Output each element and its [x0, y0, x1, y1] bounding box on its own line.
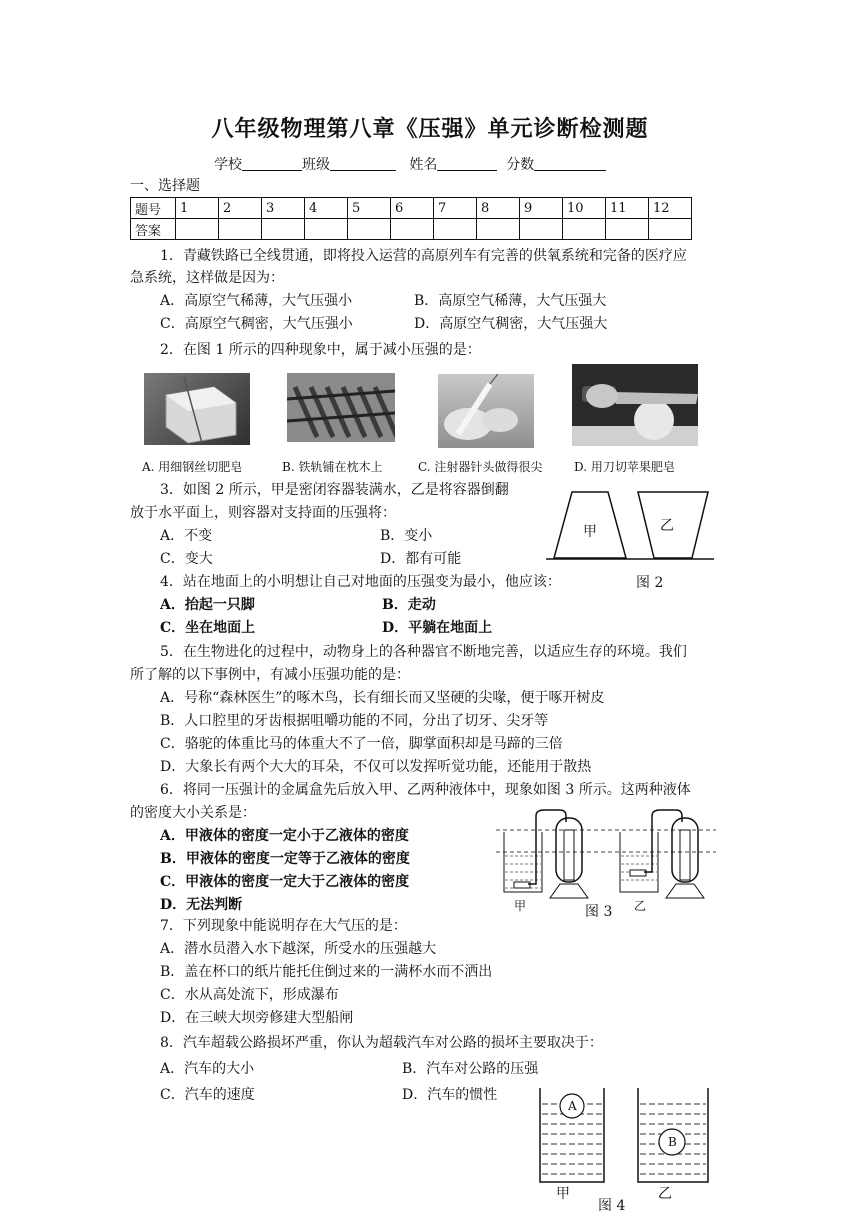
q2-option-d: D. 用刀切苹果肥皂: [574, 460, 675, 474]
class-field[interactable]: [330, 156, 396, 171]
fig4-label-yi: 乙: [658, 1186, 672, 1202]
answer-cell[interactable]: [563, 219, 606, 240]
q8-stem: 8．汽车超载公路损坏严重，你认为超载汽车对公路的损坏主要取决于：: [160, 1035, 603, 1051]
q1-option-a: A．高原空气稀薄，大气压强小: [160, 293, 353, 309]
fig3-label-jia: 甲: [514, 899, 527, 913]
label-jia: 甲: [583, 524, 597, 540]
score-field[interactable]: [534, 156, 606, 171]
q8-option-a: A．汽车的大小: [160, 1061, 255, 1077]
q4-stem: 4．站在地面上的小明想让自己对地面的压强变为最小，他应该：: [160, 574, 561, 590]
figure-2-caption: 图 2: [636, 575, 664, 591]
q1-option-b: B．高原空气稀薄，大气压强大: [414, 293, 607, 309]
q6-option-b: B．甲液体的密度一定等于乙液体的密度: [160, 851, 410, 867]
question-number: 8: [477, 198, 520, 219]
q4-option-b: B．走动: [382, 597, 436, 613]
figure-4-containers: [538, 1088, 718, 1184]
q5-option-d: D．大象长有两个大大的耳朵，不仅可以发挥听觉功能，还能用于散热: [160, 759, 592, 775]
soap-icon: [144, 373, 250, 445]
q5-option-c: C．骆驼的体重比马的体重大不了一倍，脚掌面积却是马蹄的三倍: [160, 736, 563, 752]
ball-b-label: B: [668, 1135, 677, 1149]
q2-option-b: B. 铁轨铺在枕木上: [282, 460, 383, 474]
knife-apple-icon: [572, 364, 698, 446]
fig3-label-yi: 乙: [634, 899, 647, 913]
q8-option-b: B．汽车对公路的压强: [402, 1061, 539, 1077]
q4-option-a: A．抬起一只脚: [160, 597, 255, 613]
answer-cell[interactable]: [477, 219, 520, 240]
question-number: 9: [520, 198, 563, 219]
name-label: 姓名: [409, 157, 438, 173]
question-number: 4: [305, 198, 348, 219]
q6-option-d: D．无法判断: [160, 897, 243, 913]
rail-photo: [287, 373, 395, 442]
answer-cell[interactable]: [520, 219, 563, 240]
q6-stem-line2: 的密度大小关系是：: [130, 805, 256, 821]
answer-cell[interactable]: [434, 219, 477, 240]
q4-option-c: C．坐在地面上: [160, 620, 256, 636]
q2-option-a: A. 用细钢丝切肥皂: [142, 460, 243, 474]
q8-option-c: C．汽车的速度: [160, 1087, 255, 1103]
answer-cell[interactable]: [348, 219, 391, 240]
page-title: 八年级物理第八章《压强》单元诊断检测题: [211, 116, 649, 142]
question-number: 2: [219, 198, 262, 219]
row-header: 题号: [131, 198, 176, 219]
question-number: 3: [262, 198, 305, 219]
table-row: [131, 198, 692, 219]
school-label: 学校: [214, 157, 242, 173]
ball-a-label: A: [568, 1099, 577, 1113]
q6-stem-line1: 6．将同一压强计的金属盒先后放入甲、乙两种液体中，现象如图 3 所示。这两种液体: [160, 782, 691, 798]
q3-option-c: C．变大: [160, 551, 213, 567]
answer-cell[interactable]: [649, 219, 692, 240]
answer-cell[interactable]: [176, 219, 219, 240]
q3-option-b: B．变小: [380, 528, 433, 544]
question-number: 7: [434, 198, 477, 219]
q7-stem: 7．下列现象中能说明存在大气压的是：: [160, 918, 407, 934]
railway-icon: [287, 373, 395, 442]
answer-cell[interactable]: [219, 219, 262, 240]
figure-2-containers: [546, 488, 716, 568]
q1-option-d: D．高原空气稠密，大气压强大: [414, 316, 608, 332]
figure-4-caption: 图 4: [598, 1198, 626, 1214]
label-yi: 乙: [660, 518, 674, 534]
q6-option-a: A．甲液体的密度一定小于乙液体的密度: [160, 828, 409, 844]
soap-cut-photo: [144, 373, 250, 445]
q7-option-a: A．潜水员潜入水下越深，所受水的压强越大: [160, 941, 437, 957]
q7-option-b: B．盖在杯口的纸片能托住倒过来的一满杯水而不洒出: [160, 964, 493, 980]
answer-table: [130, 197, 692, 240]
question-number: 11: [606, 198, 649, 219]
q2-stem: 2．在图 1 所示的四种现象中，属于减小压强的是：: [160, 342, 481, 358]
q5-option-b: B．人口腔里的牙齿根据咀嚼功能的不同，分出了切牙、尖牙等: [160, 713, 549, 729]
question-number: 10: [563, 198, 606, 219]
answer-cell[interactable]: [262, 219, 305, 240]
answer-cell[interactable]: [305, 219, 348, 240]
table-row: [131, 219, 692, 240]
q1-option-c: C．高原空气稠密，大气压强小: [160, 316, 353, 332]
figure-3-caption: 图 3: [585, 904, 613, 920]
q5-stem-line1: 5．在生物进化的过程中，动物身上的各种器官不断地完善，以适应生存的环境。我们: [160, 644, 687, 660]
question-number: 12: [649, 198, 692, 219]
q7-option-d: D．在三峡大坝旁修建大型船闸: [160, 1010, 354, 1026]
q5-stem-line2: 所了解的以下事例中，有减小压强功能的是：: [130, 667, 410, 683]
question-number: 6: [391, 198, 434, 219]
answer-cell[interactable]: [606, 219, 649, 240]
score-label: 分数: [506, 157, 535, 173]
q5-option-a: A．号称“森林医生”的啄木鸟，长有细长而又坚硬的尖喙，便于啄开树皮: [160, 690, 605, 706]
figure-3-pressure-gauges: [496, 812, 716, 902]
name-field[interactable]: [437, 156, 497, 171]
q1-stem-line2: 急系统，这样做是因为：: [130, 270, 284, 286]
row-header: 答案: [131, 219, 176, 240]
syringe-photo: [438, 374, 534, 448]
q3-stem-line2: 放于水平面上，则容器对支持面的压强将：: [130, 505, 396, 521]
school-field[interactable]: [242, 156, 302, 171]
class-label: 班级: [302, 157, 330, 173]
q8-option-d: D．汽车的惯性: [402, 1087, 498, 1103]
question-number: 5: [348, 198, 391, 219]
section-heading: 一、选择题: [130, 178, 200, 194]
question-number: 1: [176, 198, 219, 219]
q3-option-a: A．不变: [160, 528, 213, 544]
fig4-label-jia: 甲: [556, 1186, 570, 1202]
knife-apple-photo: [572, 364, 698, 446]
q4-option-d: D．平躺在地面上: [382, 620, 493, 636]
syringe-icon: [438, 374, 534, 448]
q3-stem-line1: 3．如图 2 所示，甲是密闭容器装满水，乙是将容器倒翻: [160, 482, 509, 498]
q1-stem-line1: 1．青藏铁路已全线贯通，即将投入运营的高原列车有完善的供氧系统和完备的医疗应: [160, 248, 687, 264]
q2-option-c: C. 注射器针头做得很尖: [418, 460, 543, 474]
q6-option-c: C．甲液体的密度一定大于乙液体的密度: [160, 874, 410, 890]
answer-cell[interactable]: [391, 219, 434, 240]
q7-option-c: C．水从高处流下，形成瀑布: [160, 987, 339, 1003]
q3-option-d: D．都有可能: [380, 551, 462, 567]
student-info-line: [214, 155, 606, 175]
